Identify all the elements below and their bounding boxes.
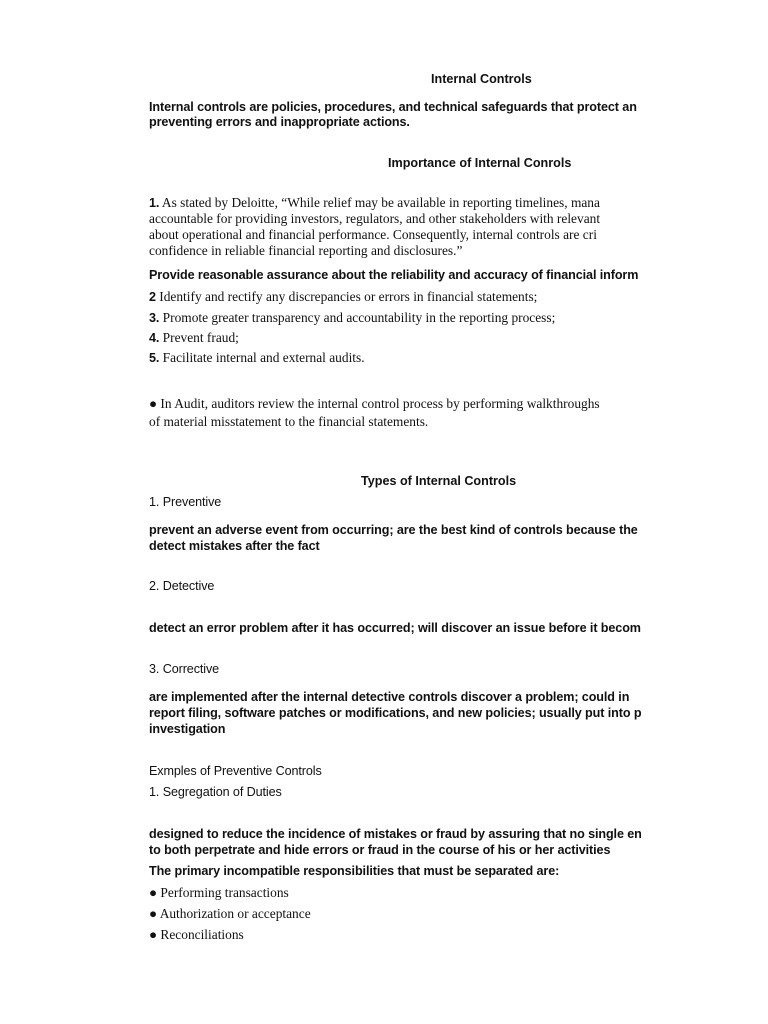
importance-item-2-text: Identify and rectify any discrepancies or errors in financial statements; (159, 289, 538, 304)
preventive-line-2: detect mistakes after the fact (149, 539, 320, 553)
importance-item-3-text: Promote greater transparency and accountability in the reporting process; (162, 310, 556, 325)
importance-item-4-text: Prevent fraud; (162, 330, 239, 345)
importance-item-3 (149, 310, 555, 326)
importance-item-2 (149, 289, 537, 305)
types-heading: Types of Internal Controls (361, 474, 517, 488)
designed-line-2: to both perpetrate and hide errors or fraud in the course of his or her activities (149, 843, 611, 857)
importance-item-4 (149, 330, 239, 346)
intro-line-1: Internal controls are policies, procedures, and technical safeguards that protect an (149, 100, 637, 114)
corrective-line-2: report filing, software patches or modifications, and new policies; usually put into p (149, 706, 642, 720)
primary-responsibilities-line: The primary incompatible responsibilities that must be separated are: (149, 864, 560, 878)
corrective-line-3: investigation (149, 722, 226, 736)
importance-item-1-line-4: confidence in reliable financial reporting and disclosures.” (149, 243, 463, 258)
intro-line-2: preventing errors and inappropriate actions. (149, 115, 410, 129)
page-title: Internal Controls (431, 72, 532, 86)
designed-line-1: designed to reduce the incidence of mistakes or fraud by assuring that no single en (149, 827, 642, 841)
detective-label: 2. Detective (149, 579, 215, 593)
importance-item-2-number: 2 (149, 290, 156, 304)
corrective-label: 3. Corrective (149, 662, 220, 676)
importance-item-1-line-1 (149, 195, 600, 211)
document-body (149, 0, 655, 1024)
importance-item-1-text: As stated by Deloitte, “While relief may be available in reporting timelines, mana (161, 195, 600, 210)
segregation-label: 1. Segregation of Duties (149, 785, 282, 799)
bullet-performing-transactions: ● Performing transactions (149, 885, 289, 900)
importance-item-5 (149, 350, 365, 366)
preventive-line-1: prevent an adverse event from occurring; are the best kind of controls because the (149, 523, 638, 537)
assurance-line: Provide reasonable assurance about the reliability and accuracy of financial inform (149, 268, 639, 282)
importance-item-5-number: 5. (149, 351, 160, 365)
importance-heading: Importance of Internal Conrols (388, 156, 572, 170)
bullet-authorization: ● Authorization or acceptance (149, 906, 311, 921)
bullet-reconciliations: ● Reconciliations (149, 927, 244, 942)
corrective-line-1: are implemented after the internal detective controls discover a problem; could in (149, 690, 630, 704)
examples-heading: Exmples of Preventive Controls (149, 764, 322, 778)
audit-line-1: ● In Audit, auditors review the internal control process by performing walkthroughs (149, 396, 600, 411)
importance-item-5-text: Facilitate internal and external audits. (162, 350, 365, 365)
importance-item-1-line-2: accountable for providing investors, regulators, and other stakeholders with relevant (149, 211, 601, 226)
detective-line-1: detect an error problem after it has occurred; will discover an issue before it becom (149, 621, 641, 635)
importance-item-1-line-3: about operational and financial performance. Consequently, internal controls are cri (149, 227, 597, 242)
audit-line-2: of material misstatement to the financial statements. (149, 414, 429, 429)
preventive-label: 1. Preventive (149, 495, 222, 509)
importance-item-1-number: 1. (149, 196, 160, 210)
importance-item-3-number: 3. (149, 311, 160, 325)
importance-item-4-number: 4. (149, 331, 160, 345)
